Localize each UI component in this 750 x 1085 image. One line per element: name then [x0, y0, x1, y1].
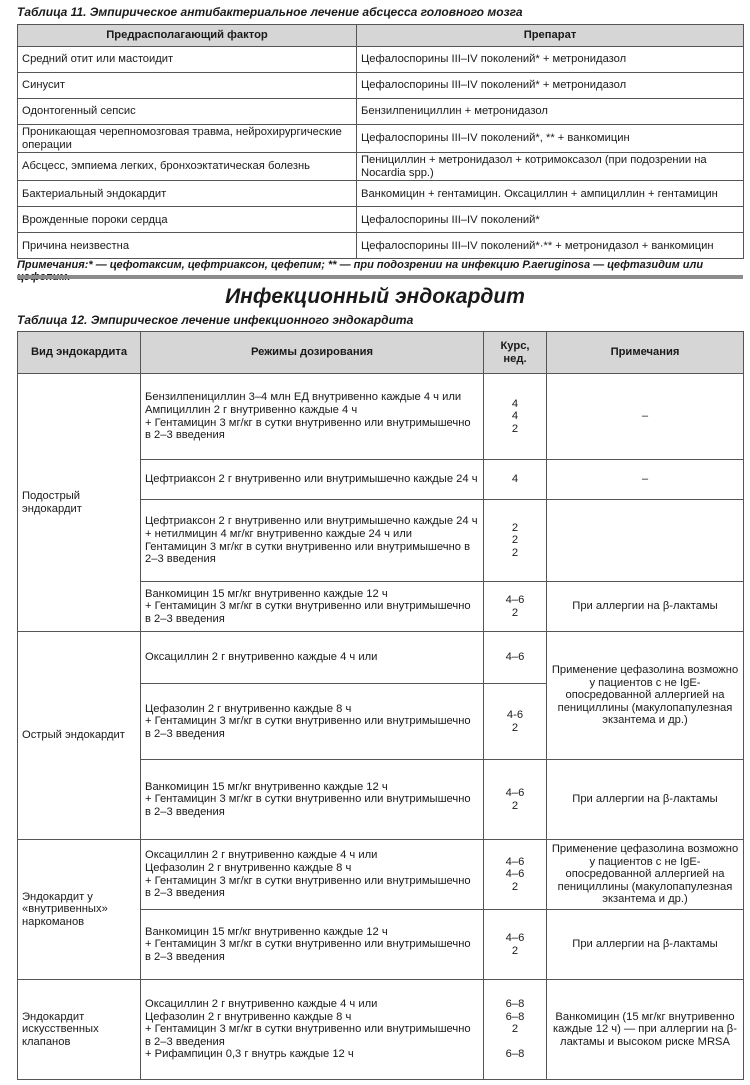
- t12-course: 4–6 2: [484, 760, 547, 840]
- t12-note: Ванкомицин (15 мг/кг внутривенно каждые 12 ч) — при аллергии на β-лактамы и высоком риске MRSA: [547, 980, 744, 1080]
- t12-course: 4-6 2: [484, 684, 547, 760]
- t12-course: 4: [484, 460, 547, 500]
- t11-factor: Абсцесс, эмпиема легких, бронхоэктатическая болезнь: [18, 153, 357, 181]
- t12-note: –: [547, 374, 744, 460]
- table-12: [17, 331, 744, 1080]
- t12-note: Применение цефазолина возможно у пациентов с не IgE-опосредованной аллергией на пенициллины (макулопапулезная экзантема и др.): [547, 840, 744, 910]
- t11-factor: Проникающая черепномозговая травма, нейрохирургические операции: [18, 125, 357, 153]
- t11-footnote: Примечания:* — цефотаксим, цефтриаксон, цефепим; ** — при подозрении на инфекцию P.aeruginosa — цефтазидим или цефепим.: [17, 259, 704, 283]
- t12-type: Эндокардит у «внутривенных» наркоманов: [18, 840, 141, 980]
- t12-regimen: Бензилпенициллин 3–4 млн ЕД внутривенно каждые 4 ч или Ампициллин 2 г внутривенно каждые 4 ч + Гентамицин 3 мг/кг в сутки внутривенно или внутримышечно в 2–3 введения: [141, 374, 484, 460]
- t11-factor: Врожденные пороки сердца: [18, 207, 357, 233]
- t12-regimen: Оксациллин 2 г внутривенно каждые 4 ч или: [141, 632, 484, 684]
- t12-note: [547, 500, 744, 582]
- t12-regimen: Оксациллин 2 г внутривенно каждые 4 ч или Цефазолин 2 г внутривенно каждые 8 ч + Гентамицин 3 мг/кг в сутки внутривенно или внутримышечно в 2–3 введения + Рифампицин 0,3 г внутрь каждые 12 ч: [141, 980, 484, 1080]
- t11-header-factor: Предрасполагающий фактор: [18, 25, 357, 47]
- t12-note: При аллергии на β-лактамы: [547, 582, 744, 632]
- t11-factor: Синусит: [18, 73, 357, 99]
- t12-course: 4–6: [484, 632, 547, 684]
- t12-type: Подострый эндокардит: [18, 374, 141, 632]
- table-11-caption: Таблица 11. Эмпирическое антибактериальное лечение абсцесса головного мозга: [17, 5, 523, 19]
- t12-course: 4–6 4–6 2: [484, 840, 547, 910]
- table-12-caption: Таблица 12. Эмпирическое лечение инфекционного эндокардита: [17, 313, 414, 327]
- t11-drug: Бензилпенициллин + метронидазол: [357, 99, 744, 125]
- t12-regimen: Цефтриаксон 2 г внутривенно или внутримышечно каждые 24 ч: [141, 460, 484, 500]
- t12-note: –: [547, 460, 744, 500]
- t12-regimen: Ванкомицин 15 мг/кг внутривенно каждые 12 ч + Гентамицин 3 мг/кг в сутки внутривенно или внутримышечно в 2–3 введения: [141, 760, 484, 840]
- t11-drug: Ванкомицин + гентамицин. Оксациллин + ампициллин + гентамицин: [357, 181, 744, 207]
- section-title: Инфекционный эндокардит: [225, 285, 525, 308]
- t12-note: При аллергии на β-лактамы: [547, 910, 744, 980]
- t12-note: Применение цефазолина возможно у пациентов с не IgE-опосредованной аллергией на пенициллины (макулопапулезная экзантема и др.): [547, 632, 744, 760]
- t12-regimen: Цефазолин 2 г внутривенно каждые 8 ч + Гентамицин 3 мг/кг в сутки внутривенно или внутримышечно в 2–3 введения: [141, 684, 484, 760]
- t12-course: 4 4 2: [484, 374, 547, 460]
- t11-drug: Цефалоспорины III–IV поколений* + метронидазол: [357, 73, 744, 99]
- t12-regimen: Цефтриаксон 2 г внутривенно или внутримышечно каждые 24 ч + нетилмицин 4 мг/кг внутривенно каждые 24 ч или Гентамицин 3 мг/кг в сутки внутривенно или внутримышечно в 2–3 введения: [141, 500, 484, 582]
- t11-drug: Цефалоспорины III–IV поколений*, ** + ванкомицин: [357, 125, 744, 153]
- t11-drug: Цефалоспорины III–IV поколений*: [357, 207, 744, 233]
- t11-header-drug: Препарат: [357, 25, 744, 47]
- t12-course: 6–8 6–8 2 6–8: [484, 980, 547, 1080]
- t11-factor: Бактериальный эндокардит: [18, 181, 357, 207]
- t12-regimen: Оксациллин 2 г внутривенно каждые 4 ч или Цефазолин 2 г внутривенно каждые 8 ч + Гентамицин 3 мг/кг в сутки внутривенно или внутримышечно в 2–3 введения: [141, 840, 484, 910]
- table-11: [17, 24, 744, 259]
- t12-header-notes: Примечания: [547, 332, 744, 374]
- t12-header-regimen: Режимы дозирования: [141, 332, 484, 374]
- t12-type: Эндокардит искусственных клапанов: [18, 980, 141, 1080]
- t11-factor: Одонтогенный сепсис: [18, 99, 357, 125]
- t12-regimen: Ванкомицин 15 мг/кг внутривенно каждые 12 ч + Гентамицин 3 мг/кг в сутки внутривенно или внутримышечно в 2–3 введения: [141, 910, 484, 980]
- t11-drug: Цефалоспорины III–IV поколений*·** + метронидазол + ванкомицин: [357, 233, 744, 259]
- t12-type: Острый эндокардит: [18, 632, 141, 840]
- t11-drug: Цефалоспорины III–IV поколений* + метронидазол: [357, 47, 744, 73]
- t11-factor: Причина неизвестна: [18, 233, 357, 259]
- t12-course: 4–6 2: [484, 582, 547, 632]
- t12-header-course: Курс, нед.: [484, 332, 547, 374]
- t12-header-type: Вид эндокардита: [18, 332, 141, 374]
- section-divider: [17, 275, 743, 279]
- t11-drug: Пенициллин + метронидазол + котримоксазол (при подозрении на Nocardia spp.): [357, 153, 744, 181]
- t11-factor: Средний отит или мастоидит: [18, 47, 357, 73]
- t12-note: При аллергии на β-лактамы: [547, 760, 744, 840]
- t12-course: 4–6 2: [484, 910, 547, 980]
- t12-regimen: Ванкомицин 15 мг/кг внутривенно каждые 12 ч + Гентамицин 3 мг/кг в сутки внутривенно или внутримышечно в 2–3 введения: [141, 582, 484, 632]
- t12-course: 2 2 2: [484, 500, 547, 582]
